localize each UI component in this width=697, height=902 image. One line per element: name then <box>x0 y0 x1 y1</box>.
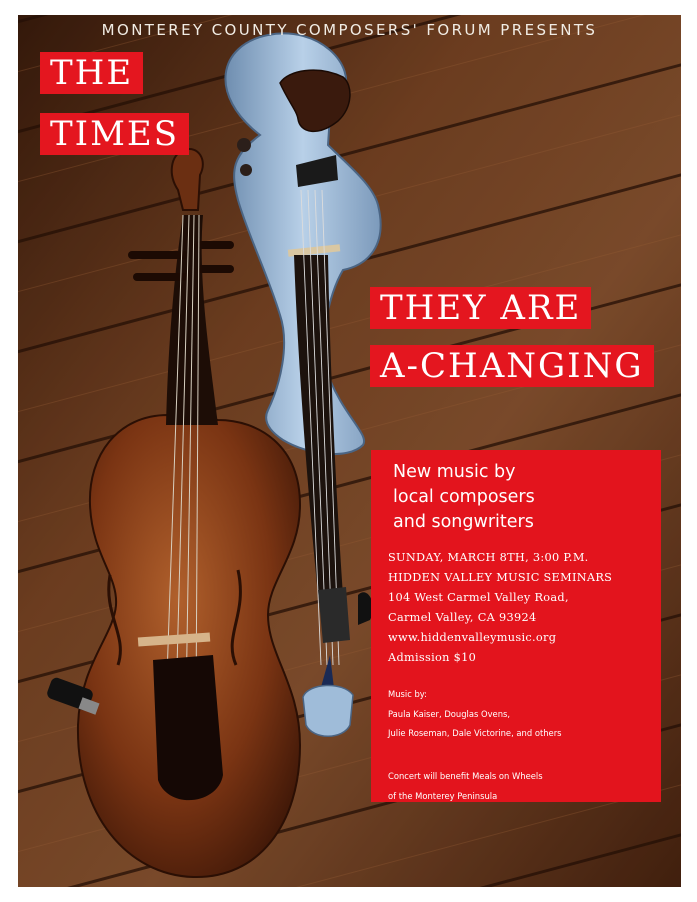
title-the: THE <box>40 52 143 94</box>
headline-line: New music by <box>393 462 516 482</box>
poster <box>18 15 681 887</box>
event-info-panel <box>371 450 661 802</box>
headline-line: local composers <box>393 487 535 507</box>
event-venue: HIDDEN VALLEY MUSIC SEMINARS <box>388 571 613 584</box>
benefit-block <box>388 767 543 806</box>
title-times: TIMES <box>40 113 189 155</box>
event-website: www.hiddenvalleymusic.org <box>388 631 557 644</box>
title-a-changing: A-CHANGING <box>370 345 654 387</box>
event-date: SUNDAY, MARCH 8TH, 3:00 P.M. <box>388 551 589 564</box>
presenter-header: MONTEREY COUNTY COMPOSERS' FORUM PRESENTS <box>101 21 598 39</box>
benefit-line: Concert will benefit Meals on Wheels <box>388 771 543 781</box>
music-by-label: Music by: <box>388 689 427 699</box>
title-they-are: THEY ARE <box>370 287 591 329</box>
event-details <box>388 548 612 668</box>
composers-block <box>388 685 562 744</box>
composer-line: Paula Kaiser, Douglas Ovens, <box>388 708 511 719</box>
event-admission: Admission $10 <box>388 651 477 664</box>
event-address-line2: Carmel Valley, CA 93924 <box>388 611 537 624</box>
headline-line: and songwriters <box>393 512 534 532</box>
composer-line: Julie Roseman, Dale Victorine, and others <box>388 728 562 738</box>
event-address-line1: 104 West Carmel Valley Road, <box>388 591 569 604</box>
event-headline <box>393 460 535 535</box>
benefit-line: of the Monterey Peninsula <box>388 790 498 801</box>
